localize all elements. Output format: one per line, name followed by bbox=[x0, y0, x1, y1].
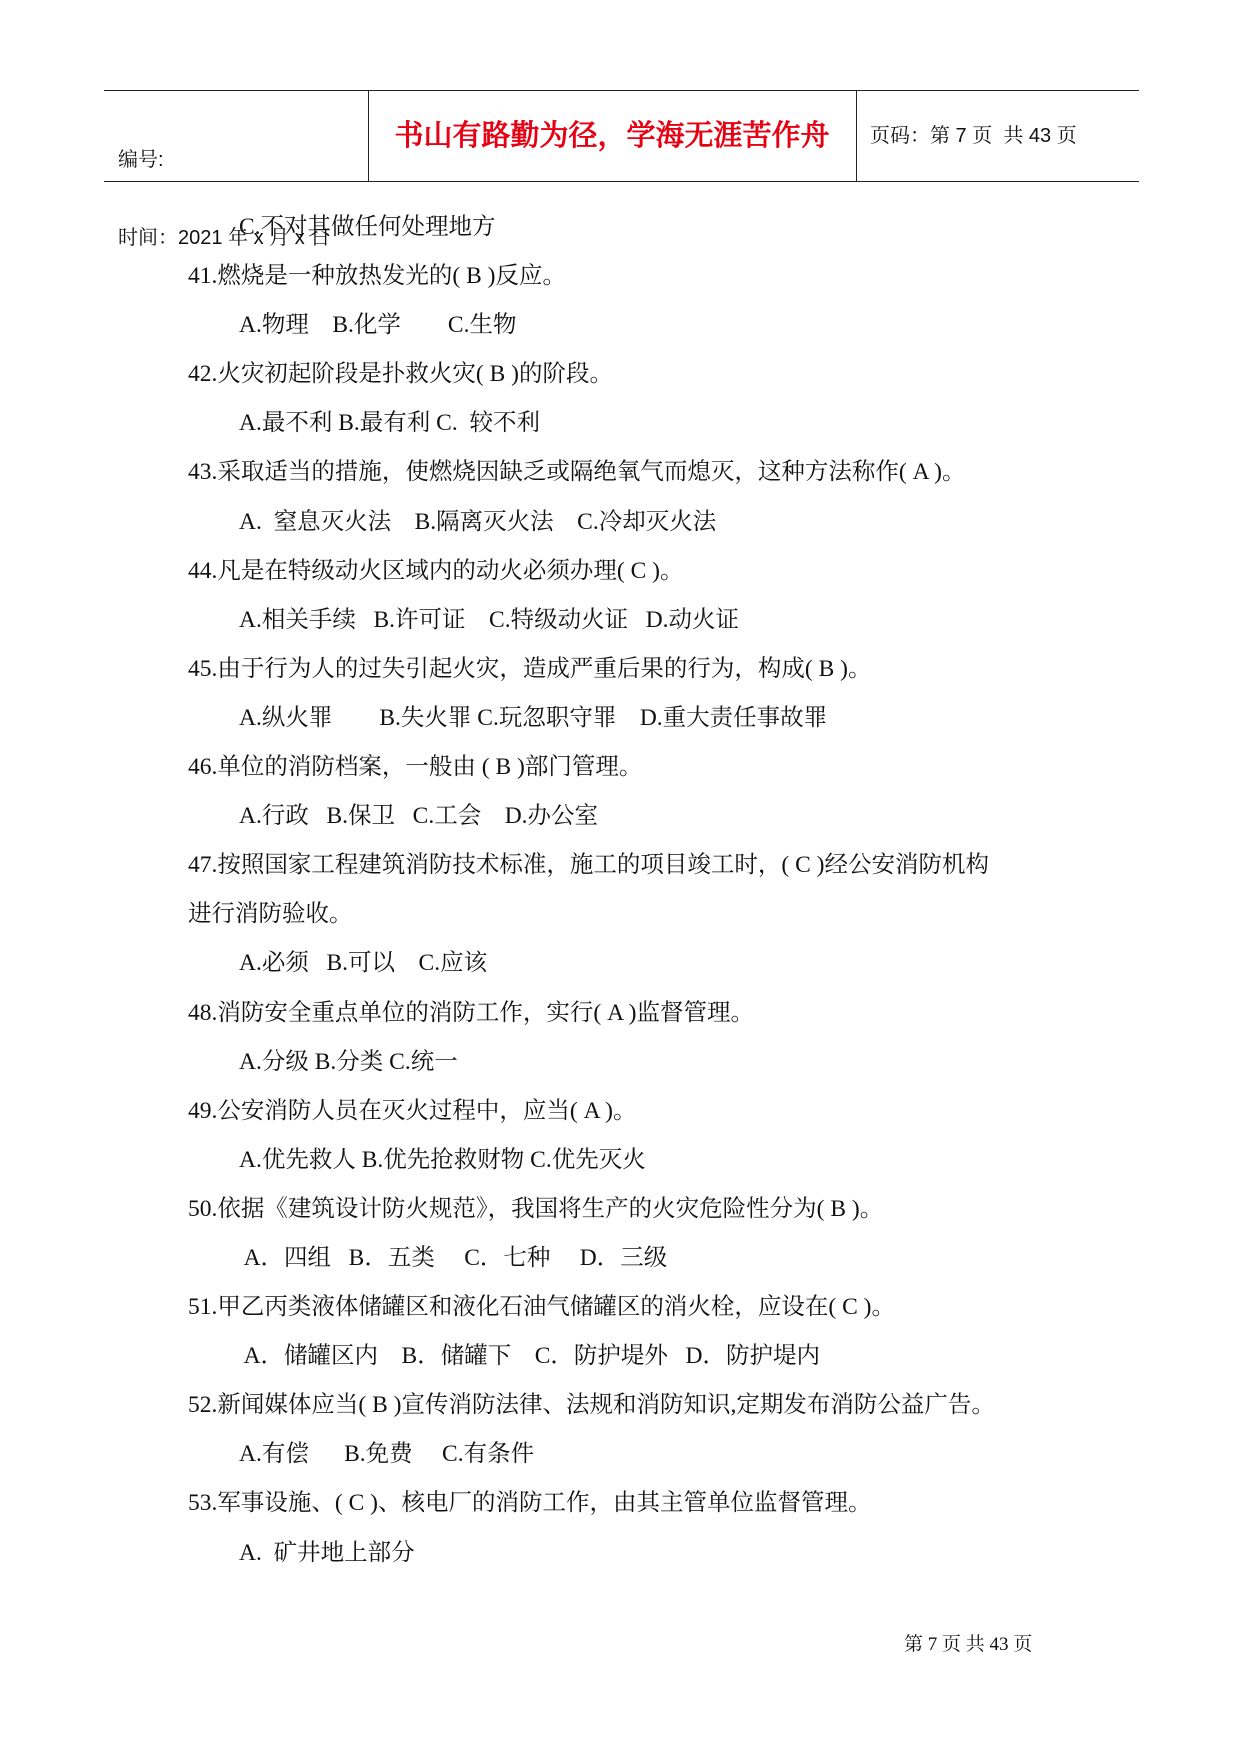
question-stem: 48.消防安全重点单位的消防工作，实行( A )监督管理。 bbox=[188, 999, 754, 1026]
question-options: A.必须 B.可以 C.应该 bbox=[239, 950, 488, 977]
header-page-info: 页码：第 7 页 共 43 页 bbox=[870, 125, 1077, 147]
question-list bbox=[0, 203, 1241, 1578]
question-options: A.有偿 B.免费 C.有条件 bbox=[239, 1441, 535, 1468]
question-options: A.最不利 B.最有利 C. 较不利 bbox=[239, 410, 540, 437]
serial-label: 编号: bbox=[118, 149, 164, 171]
page-footer: 第 7 页 共 43 页 bbox=[904, 1634, 1033, 1655]
question-stem: 49.公安消防人员在灭火过程中，应当( A )。 bbox=[188, 1097, 637, 1124]
question-stem: 43.采取适当的措施，使燃烧因缺乏或隔绝氧气而熄灭，这种方法称作( A )。 bbox=[188, 459, 966, 486]
question-options: A.优先救人 B.优先抢救财物 C.优先灭火 bbox=[239, 1146, 646, 1173]
question-options: A. 窒息灭火法 B.隔离灭火法 C.冷却灭火法 bbox=[239, 508, 717, 535]
question-options: A．储罐区内 B．储罐下 C．防护堤外 D．防护堤内 bbox=[239, 1343, 820, 1370]
question-options: A.相关手续 B.许可证 C.特级动火证 D.动火证 bbox=[239, 606, 740, 633]
time-label: 时间：2021 年 x 月 x 日 bbox=[118, 227, 331, 249]
question-stem-continuation: 进行消防验收。 bbox=[188, 901, 353, 928]
question-stem: 42.火灾初起阶段是扑救火灾( B )的阶段。 bbox=[188, 361, 613, 388]
question-stem: 44.凡是在特级动火区域内的动火必须办理( C )。 bbox=[188, 557, 684, 584]
question-options: A.分级 B.分类 C.统一 bbox=[239, 1048, 458, 1075]
question-stem: 52.新闻媒体应当( B )宣传消防法律、法规和消防知识,定期发布消防公益广告。 bbox=[188, 1392, 995, 1419]
question-stem: 41.燃烧是一种放热发光的( B )反应。 bbox=[188, 263, 566, 290]
question-stem: 46.单位的消防档案，一般由 ( B )部门管理。 bbox=[188, 754, 643, 781]
question-stem: 51.甲乙丙类液体储罐区和液化石油气储罐区的消火栓，应设在( C )。 bbox=[188, 1294, 895, 1321]
question-options: A.行政 B.保卫 C.工会 D.办公室 bbox=[239, 803, 599, 830]
header-motto: 书山有路勤为径，学海无涯苦作舟 bbox=[394, 120, 830, 152]
question-options: A. 矿井地上部分 bbox=[239, 1539, 415, 1566]
header-divider bbox=[856, 91, 857, 181]
carryover-option: C.不对其做任何处理地方 bbox=[239, 214, 496, 240]
question-stem: 50.依据《建筑设计防火规范》，我国将生产的火灾危险性分为( B )。 bbox=[188, 1195, 884, 1222]
question-options: A.纵火罪 B.失火罪 C.玩忽职守罪 D.重大责任事故罪 bbox=[239, 704, 828, 731]
question-stem: 53.军事设施、( C )、核电厂的消防工作，由其主管单位监督管理。 bbox=[188, 1490, 872, 1517]
question-options: A．四组 B．五类 C．七种 D．三级 bbox=[239, 1244, 668, 1271]
question-stem: 47.按照国家工程建筑消防技术标准，施工的项目竣工时，( C )经公安消防机构 bbox=[188, 852, 989, 879]
question-stem: 45.由于行为人的过失引起火灾，造成严重后果的行为，构成( B )。 bbox=[188, 655, 872, 682]
question-options: A.物理 B.化学 C.生物 bbox=[239, 312, 517, 339]
